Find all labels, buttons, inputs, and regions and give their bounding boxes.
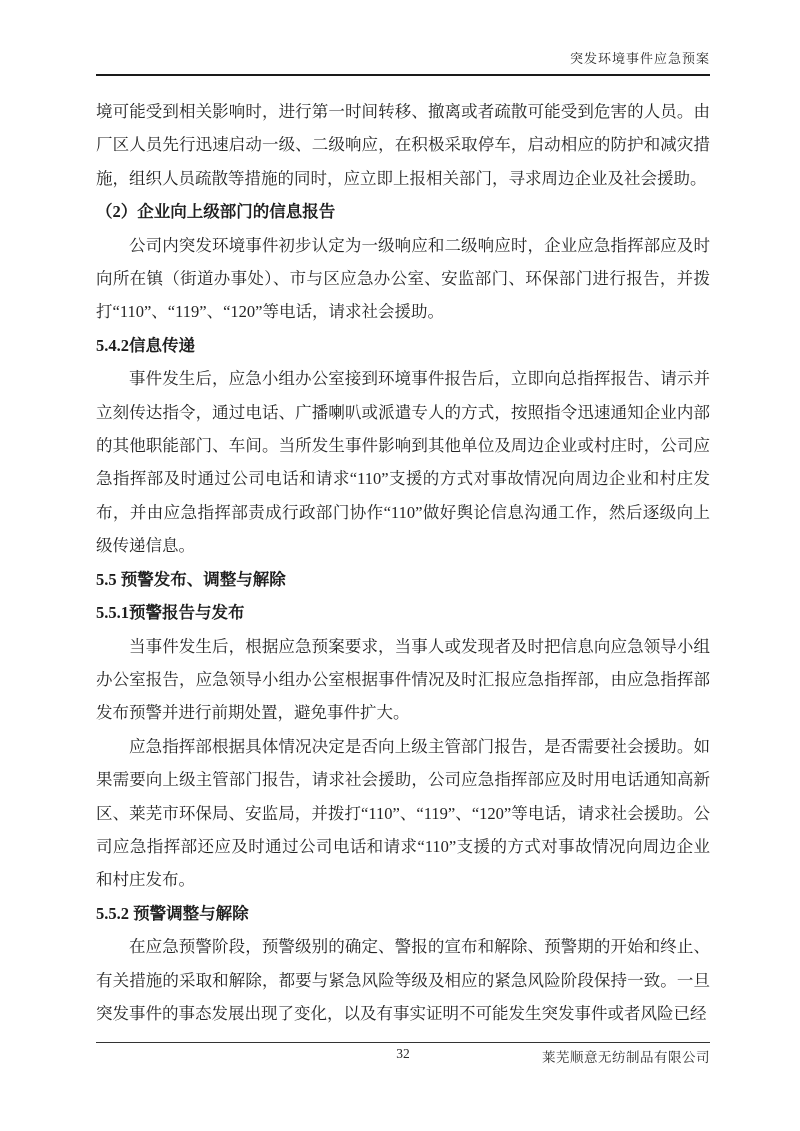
heading-info-report-to-superiors: （2）企业向上级部门的信息报告	[96, 202, 336, 222]
heading-5-5-1-warning-report: 5.5.1预警报告与发布	[96, 603, 245, 623]
heading-5-5-2-warning-adjustment: 5.5.2 预警调整与解除	[96, 903, 249, 923]
paragraph-command-decision: 应急指挥部根据具体情况决定是否向上级主管部门报告，是否需要社会援助。如果需要向上级主管部门报告，请求社会援助，公司应急指挥部应及时用电话通知高新区、莱芜市环保局、安监局，并拨打“110”、“119”、“120”等电话，请求社会援助。公司应急指挥部还应及时通过公司电话和请求“110”支援的方式对事故情况向周边企业和村庄发布。	[96, 736, 710, 890]
document-body	[96, 95, 710, 1030]
paragraph-info-report: 公司内突发环境事件初步认定为一级响应和二级响应时，企业应急指挥部应及时向所在镇（街道办事处）、市与区应急办公室、安监部门、环保部门进行报告，并拨打“110”、“119”、“120”等电话，请求社会援助。	[96, 235, 710, 322]
heading-5-4-2-information-transfer: 5.4.2信息传递	[96, 335, 195, 355]
footer-page-number: 32	[396, 1046, 410, 1061]
footer-company-name: 莱芜顺意无纺制品有限公司	[542, 1050, 710, 1065]
page-footer	[96, 1042, 710, 1071]
paragraph-warning-report: 当事件发生后，根据应急预案要求，当事人或发现者及时把信息向应急领导小组办公室报告，应急领导小组办公室根据事件情况及时汇报应急指挥部，由应急指挥部发布预警并进行前期处置，避免事件扩大。	[96, 636, 710, 723]
paragraph-response-continuation: 境可能受到相关影响时，进行第一时间转移、撤离或者疏散可能受到危害的人员。由厂区人员先行迅速启动一级、二级响应，在积极采取停车，启动相应的防护和减灾措施，组织人员疏散等措施的同时，应立即上报相关部门，寻求周边企业及社会援助。	[96, 102, 710, 188]
page-header	[96, 48, 710, 76]
heading-5-5-warning-release: 5.5 预警发布、调整与解除	[96, 569, 286, 589]
header-document-title: 突发环境事件应急预案	[569, 51, 710, 66]
paragraph-warning-adjustment: 在应急预警阶段，预警级别的确定、警报的宣布和解除、预警期的开始和终止、有关措施的采取和解除，都要与紧急风险等级及相应的紧急风险阶段保持一致。一旦突发事件的事态发展出现了变化，以及有事实证明不可能发生突发事件或者风险已经	[96, 937, 710, 1023]
paragraph-information-transfer: 事件发生后，应急小组办公室接到环境事件报告后，立即向总指挥报告、请示并立刻传达指令，通过电话、广播喇叭或派遣专人的方式，按照指令迅速通知企业内部的其他职能部门、车间。当所发生事件影响到其他单位及周边企业或村庄时，公司应急指挥部及时通过公司电话和请求“110”支援的方式对事故情况向周边企业和村庄发布，并由应急指挥部责成行政部门协作“110”做好舆论信息沟通工作，然后逐级向上级传递信息。	[96, 369, 710, 556]
